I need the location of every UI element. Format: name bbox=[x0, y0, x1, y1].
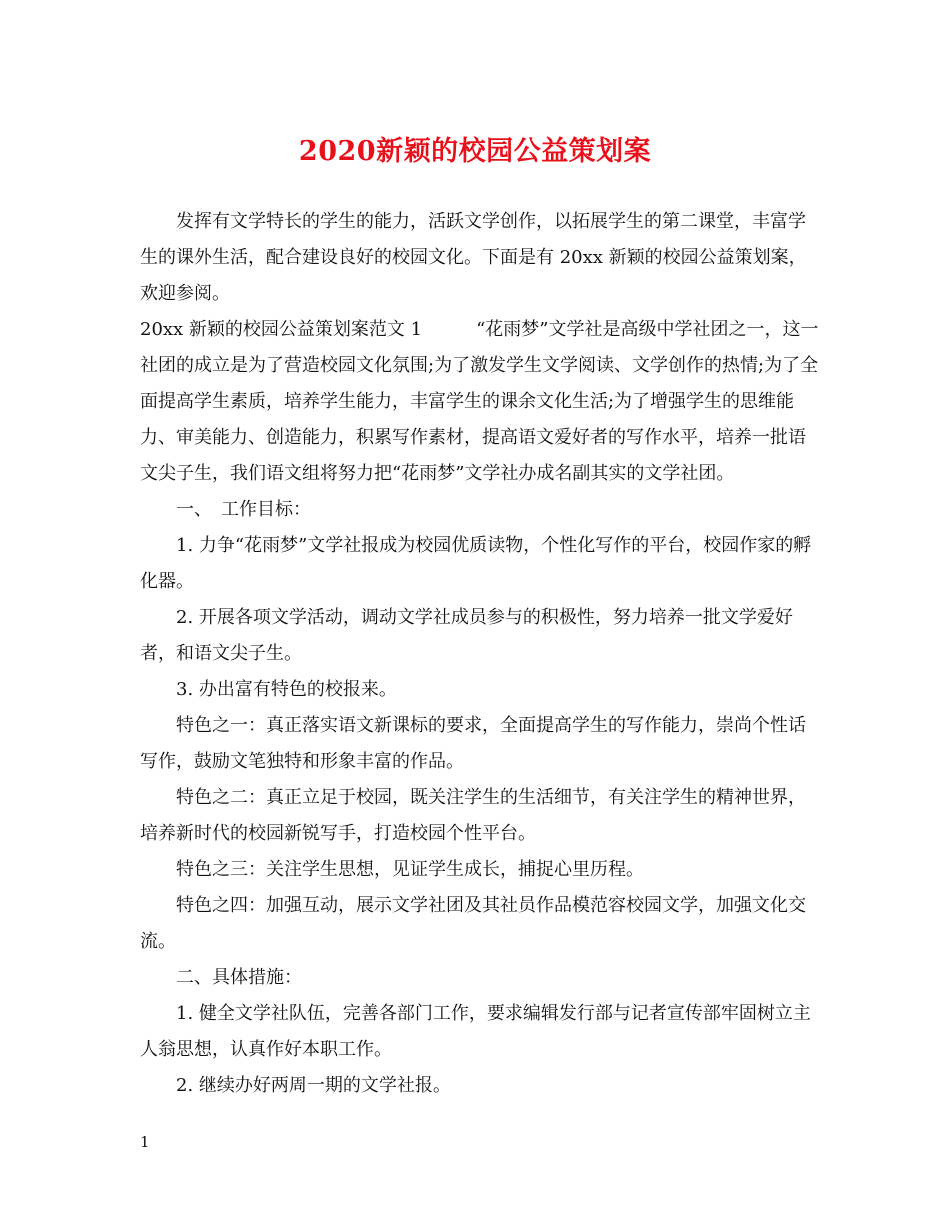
paragraph: 2. 继续办好两周一期的文学社报。 bbox=[176, 1075, 451, 1096]
paragraph: 20xx 新颖的校园公益策划案范文 1 “花雨梦”文学社是高级中学社团之一，这一社团的成立是为了营造校园文化氛围;为了激发学生文学阅读、文学创作的热情;为了全面提高学生素质，培养学生能力，丰富学生的课余文化生活;为了增强学生的思维能力、审美能力、创造能力，积累写作素材，提高语文爱好者的写作水平，培养一批语文尖子生，我们语文组将努力把“花雨梦”文学社办成名副其实的文学社团。 bbox=[140, 319, 819, 484]
paragraph: 2. 开展各项文学活动，调动文学社成员参与的积极性，努力培养一批文学爱好者，和语文尖子生。 bbox=[140, 607, 793, 664]
paragraph: 发挥有文学特长的学生的能力，活跃文学创作，以拓展学生的第二课堂，丰富学生的课外生活，配合建设良好的校园文化。下面是有 20xx 新颖的校园公益策划案，欢迎参阅。 bbox=[140, 211, 807, 304]
paragraph: 特色之四：加强互动，展示文学社团及其社员作品模范容校园文学，加强文化交流。 bbox=[140, 895, 806, 952]
paragraph: 特色之一：真正落实语文新课标的要求，全面提高学生的写作能力，崇尚个性话写作，鼓励文笔独特和形象丰富的作品。 bbox=[140, 715, 806, 772]
document-title: 2020新颖的校园公益策划案 bbox=[298, 136, 652, 167]
document-body bbox=[140, 204, 820, 1104]
paragraph: 3. 办出富有特色的校报来。 bbox=[176, 679, 397, 700]
paragraph: 1. 健全文学社队伍，完善各部门工作，要求编辑发行部与记者宣传部牢固树立主人翁思想，认真作好本职工作。 bbox=[140, 1003, 811, 1060]
paragraph: 二、具体措施： bbox=[176, 967, 302, 988]
paragraph: 1. 力争“花雨梦”文学社报成为校园优质读物，个性化写作的平台，校园作家的孵化器。 bbox=[140, 535, 812, 592]
paragraph: 特色之二：真正立足于校园，既关注学生的生活细节，有关注学生的精神世界，培养新时代的校园新锐写手，打造校园个性平台。 bbox=[140, 787, 806, 844]
paragraph: 特色之三：关注学生思想，见证学生成长，捕捉心里历程。 bbox=[176, 859, 644, 880]
paragraph: 一、 工作目标： bbox=[176, 499, 311, 520]
page-number: 1 bbox=[140, 1133, 150, 1151]
